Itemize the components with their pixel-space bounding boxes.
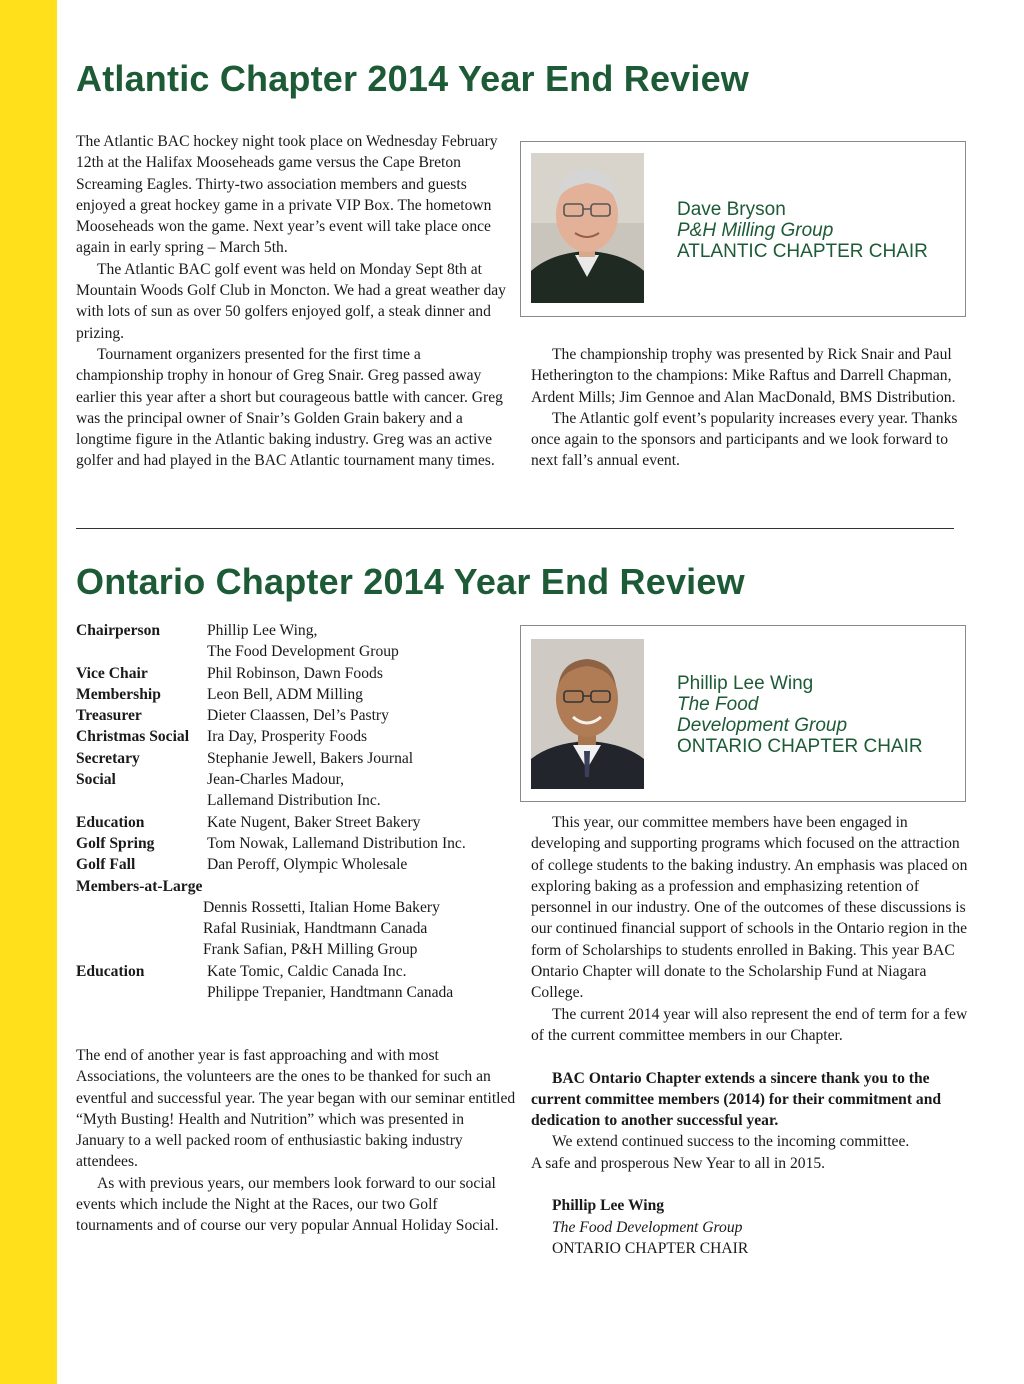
dave-bryson-photo <box>531 153 644 303</box>
atlantic-chair-card <box>520 141 966 317</box>
atlantic-paragraph: The Atlantic BAC hockey night took place on Wednesday February 12th at the Halifax Mooseheads game versus the Cape Breton Screaming Eagles. Thirty-two association members and guests enjoyed a great hockey game in a private VIP Box. The hometown Mooseheads won the game. Next year’s event will take place once again in early spring – March 5th. <box>76 133 498 257</box>
committee-row: Golf Fall Dan Peroff, Olympic Wholesale <box>76 856 408 874</box>
ontario-left-column <box>76 1045 516 1237</box>
signature-company: The Food Development Group <box>552 1218 743 1236</box>
committee-row: Education Kate Tomic, Caldic Canada Inc. <box>76 962 407 980</box>
ontario-closing: A safe and prosperous New Year to all in 2015. <box>531 1154 826 1172</box>
card-name: Phillip Lee Wing <box>677 673 814 694</box>
ontario-paragraph: The current 2014 year will also represent the end of term for a few of the current committee members in our Chapter. <box>531 1005 968 1044</box>
ontario-paragraph: As with previous years, our members look forward to our social events which include the Night at the Races, our two Golf tournaments and of course our very popular Annual Holiday Social. <box>76 1174 499 1235</box>
committee-row: Lallemand Distribution Inc. <box>207 792 381 810</box>
ontario-title: Ontario Chapter 2014 Year End Review <box>76 561 745 602</box>
ontario-thanks: BAC Ontario Chapter extends a sincere thank you to the current committee members (2014) for their commitment and dedication to another successful year. <box>531 1069 942 1130</box>
committee-table <box>76 620 466 1003</box>
ontario-paragraph: The end of another year is fast approaching and with most Associations, the volunteers are the ones to be thanked for such an eventful and successful year. The year began with our seminar entitled “Myth Busting! Health and Nutrition” which was presented in January to a well packed room of enthusiastic baking industry attendees. <box>76 1047 516 1171</box>
atlantic-paragraph: The championship trophy was presented by Rick Snair and Paul Hetherington to the champions: Mike Raftus and Darrell Chapman, Ardent Mills; Jim Gennoe and Alan MacDonald, BMS Distribution. <box>531 346 956 406</box>
committee-row: Social Jean-Charles Madour, <box>76 771 345 789</box>
committee-row: Treasurer Dieter Claassen, Del’s Pastry <box>76 707 389 725</box>
committee-row: Chairperson Phillip Lee Wing, <box>76 622 318 639</box>
committee-row: The Food Development Group <box>207 643 399 661</box>
committee-row: Membership Leon Bell, ADM Milling <box>76 685 363 703</box>
committee-row: Vice Chair Phil Robinson, Dawn Foods <box>76 664 383 682</box>
yellow-accent-bar <box>0 0 57 1384</box>
committee-row: Dennis Rossetti, Italian Home Bakery <box>203 898 440 916</box>
committee-row: Rafal Rusiniak, Handtmann Canada <box>203 920 428 938</box>
committee-row: Secretary Stephanie Jewell, Bakers Journal <box>76 749 414 767</box>
atlantic-paragraph: Tournament organizers presented for the first time a championship trophy in honour of Greg Snair. Greg passed away earlier this year after a short but courageous battle with cancer. Greg was the principal owner of Snair’s Golden Grain bakery and a longtime figure in the Atlantic baking industry. Greg was an active golfer and had played in the BAC Atlantic tournament many times. <box>76 345 503 470</box>
atlantic-paragraph: The Atlantic BAC golf event was held on Monday Sept 8th at Mountain Woods Golf Club in Moncton. We had a great weather day with lots of sun as over 50 golfers enjoyed golf, a steak dinner and prizing. <box>76 260 506 342</box>
committee-row: Golf Spring Tom Nowak, Lallemand Distribution Inc. <box>76 834 466 852</box>
card-name: Dave Bryson <box>677 199 786 220</box>
signature-name: Phillip Lee Wing <box>552 1197 665 1215</box>
ontario-closing: We extend continued success to the incoming committee. <box>552 1133 910 1151</box>
card-role: ONTARIO CHAPTER CHAIR <box>677 736 923 757</box>
card-company: P&H Milling Group <box>677 220 834 241</box>
card-company: Development Group <box>677 715 848 736</box>
ontario-right-column <box>531 812 969 1259</box>
atlantic-card-text <box>677 199 928 262</box>
committee-row: Christmas Social Ira Day, Prosperity Foods <box>76 728 368 746</box>
atlantic-title: Atlantic Chapter 2014 Year End Review <box>76 58 750 99</box>
atlantic-right-column <box>531 344 967 472</box>
ontario-paragraph: This year, our committee members have been engaged in developing and supporting programs which focused on the attraction of college students to the baking industry. An emphasis was placed on exploring baking as a profession and emphasizing retention of personnel in our industry. One of the outcomes of these discussions is our continued financial support of schools in the Ontario region in the form of Scholarships to students enrolled in Baking. This year BAC Ontario Chapter will donate to the Scholarship Fund at Niagara College. <box>531 814 968 1002</box>
signature-role: ONTARIO CHAPTER CHAIR <box>552 1239 749 1257</box>
atlantic-left-column <box>76 131 508 472</box>
ontario-chair-card <box>520 625 966 802</box>
phillip-lee-wing-photo <box>531 639 644 789</box>
committee-row: Members-at-Large <box>76 877 203 895</box>
committee-row: Frank Safian, P&H Milling Group <box>203 941 418 959</box>
ontario-card-text <box>677 673 923 757</box>
atlantic-paragraph: The Atlantic golf event’s popularity increases every year. Thanks once again to the sponsors and participants and we look forward to next fall’s annual event. <box>531 409 958 470</box>
card-company: The Food <box>677 694 759 715</box>
committee-row: Education Kate Nugent, Baker Street Bakery <box>76 813 421 831</box>
card-role: ATLANTIC CHAPTER CHAIR <box>677 241 928 262</box>
section-divider <box>76 528 954 529</box>
committee-row: Philippe Trepanier, Handtmann Canada <box>207 984 454 1002</box>
